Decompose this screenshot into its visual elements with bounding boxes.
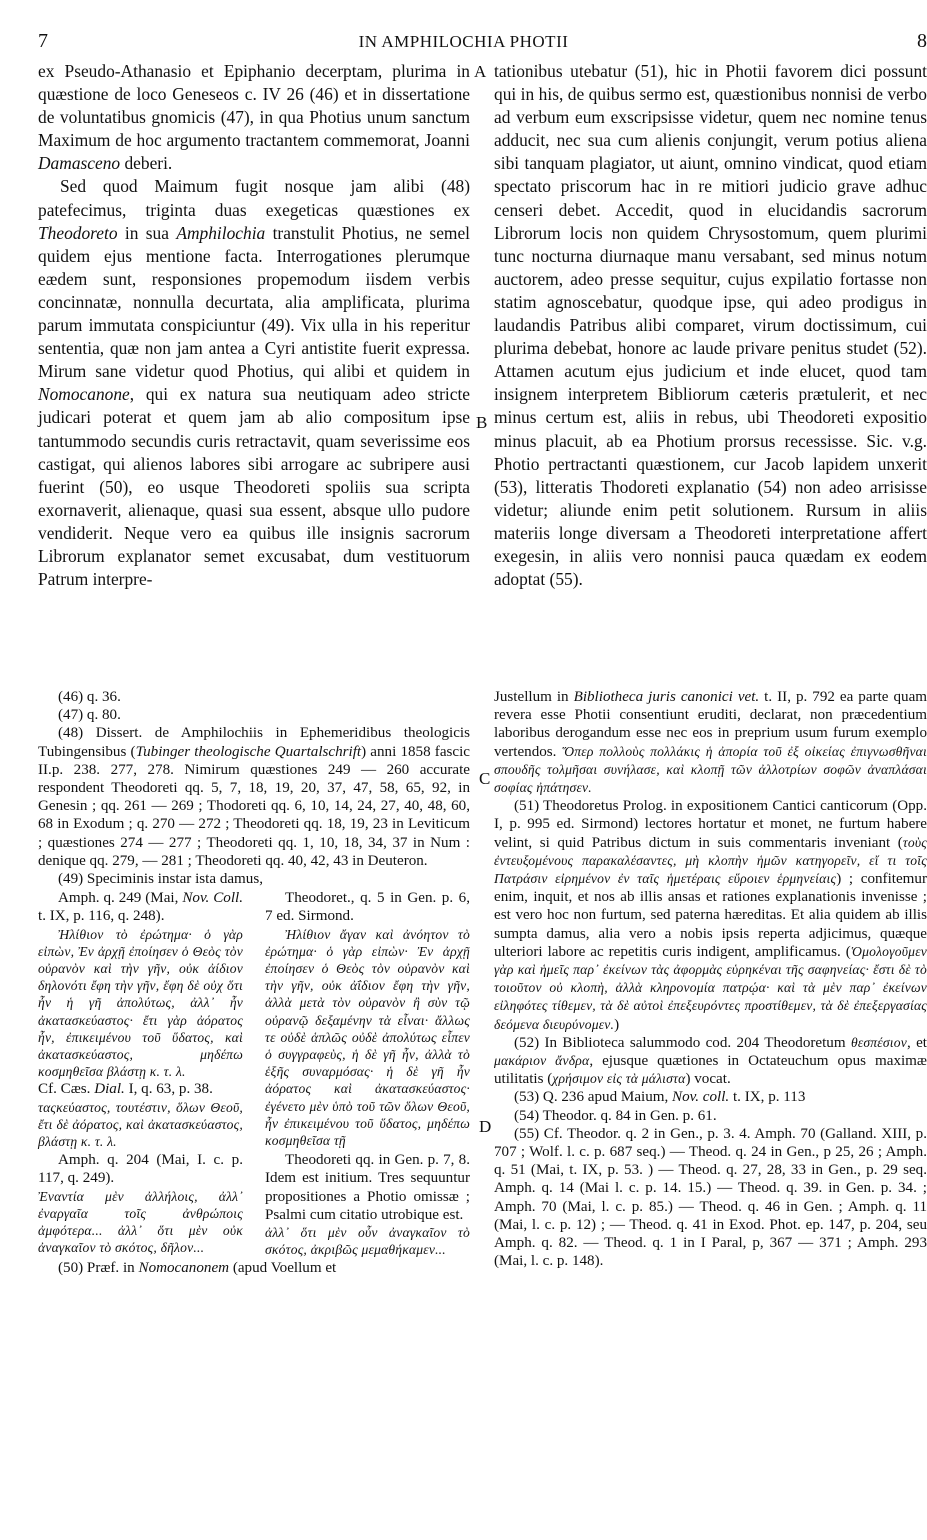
left-paragraph-2: Sed quod Maimum fugit nosque jam alibi (48) patefecimus, triginta duas exegeticas quæstiones ex Theodoreto in sua Amphilochia transtulit Photius, ne semel quidem ejus mentione facta. Interrogationes plerumque eædem sunt, responsiones propemodum iisdem verbis concinnatæ, nonnulla decurtata, alia amplificata, plurima parum immutata conspiciuntur (49). Vix ulla in his reperitur sententia, quæ non jam antea a Cyri antistite fuerit expressa. Mirum sane videtur quod Photius, qui alibi et quidem in Nomocanone, qui ex natura sua neutiquam adeo stricte judicari poterat et quem jam ab alio compositum ipse tantummodo secundis curis retractavit, quam severissime eos castigat, qui alienos labores sibi arrogare ac subripere ausi fuerint (50), eo usque Theodoreti spoliis sua scripta exornaverit, alienaque, quasi sua essent, absque ullo pudore vendiderit. Neque vero ea quibus ille insignis sacrorum Librorum explanator semet excusabat, dum vestituorum Patrum interpre-	[38, 176, 470, 590]
left-paragraph-1: ex Pseudo-Athanasio et Epiphanio decerptam, plurima in quæstione de loco Geneseos c. IV 26 (46) et in dissertatione de voluntatibus gnomicis (47), in qua Photius unum sanctum Maximum de hoc argumento tractantem commemorat, Joanni Damasceno deberi.	[38, 61, 470, 174]
footnotes-left	[38, 688, 470, 1277]
footnote-52: (52) In Biblioteca salummodo cod. 204 Theodoretum θεσπέσιον, et μακάριον ἄνδρα, ejusque quætiones in Octateuchum opus maximæ utilitatis (χρήσιμον εἰς τὰ μάλιστα) vocat.	[494, 1034, 927, 1088]
page-header	[0, 30, 927, 56]
comparison-block-2	[38, 1151, 470, 1258]
comparison-1-theodoret: Theodoret., q. 5 in Gen. p. 6, 7 ed. Sirmond. Ἠλίθιον ἄγαν καὶ ἀνόητον τὸ ἐρώτημα· ὁ γὰρ εἰπὼν· Ἐν ἀρχῇ ἐποίησεν ὁ Θεὸς τὸν οὐρανὸν καὶ τὴν γῆν, οὐκ ἀΐδιον ἔφη τὴν γῆν, ἀλλὰ μετὰ τὸν οὐρανὸν ἢ σὺν τῷ οὐρανῷ δεξαμένην τὰ εἶναι· ἄλλως τε οὐδὲ ἁπλῶς οὐδὲ ἀπολύτως εἶπεν ὁ συγγραφεὺς, ἡ δὲ γῆ ἦν, ἀλλὰ τὸ ἑξῆς συναρμόσας· ἡ δὲ γῆ ἦν ἀόρατος καὶ ἀκατασκεύαστος· ἐγένετο μὲν ὑπὸ τοῦ τῶν ὅλων Θεοῦ, ἦν ἐπικειμένου τοῦ ὕδατος, μηδέπω κοσμηθεῖσα τῇ	[265, 890, 470, 1149]
footnote-51: (51) Theodoretus Prolog. in expositionem Cantici canticorum (Opp. I, p. 995 ed. Sirmond) lectores hortatur et monet, ne furtum habere velint, si quid Patribus dictum in suis commentaris inveniant (τοὺς ἐντευξομένους παρακαλέσαντες, μὴ κλοπὴν ἡμῶν κατηγορεῖν, εἴ τι τοῖς Πατράσιν εἰρημένον ἐν ταῖς ἡμετέραις εὕροιεν ἑρμηνείαις) ; confitemur enim, inquit, et nos ab illis ansas et rationes explanationis invenisse ; est vero hoc non furtum, sed paterna hæreditas. Et alia quidem ab illis sumpta damus, alia vero a nobis ipsis reperta adjicimus, quæque ulteriori labore ac repetitis curis indigent, amplificamus. (Ὁμολογοῦμεν γὰρ καὶ ἡμεῖς παρ᾽ ἐκείνων τὰς ἀφορμὰς εὑρηκέναι τῆς σαφηνείας· ἔστι δὲ τὸ τοιοῦτον οὐ κλοπὴ, ἀλλὰ κληρονομία πατρῴα· καὶ τὰ μὲν παρ᾽ ἐκείνων εἰληφότες τίθεμεν, τὰ δὲ αὐτοὶ ἐπεξευρόντες προστίθεμεν, τὰ δὲ ἐπεξεργασίας δεόμενα διευρύνομεν.)	[494, 798, 927, 1033]
greek-quote: Ἐναντία μὲν ἀλλήλοις, ἀλλ᾽ ἐναργαῖα τοῖς ἀνθρώποις ἀμφότερα... ἀλλ᾽ ὅτι μὲν οὐκ ἀναγκαῖον τὸ σκότος, δῆλον...	[38, 1188, 243, 1256]
margin-letter-b: B	[476, 413, 488, 432]
footnote-55: (55) Cf. Theodor. q. 2 in Gen., p. 3. 4. Amph. 70 (Galland. XIII, p. 707 ; Wolf. l. c. p. 687 seq.) — Theod. q. 24 in Gen., p 25, 26 ; Amph. q. 51 (Mai, t. IX, p. 53. ) — Theod. q. 27, 28, 33 in Gen., p. 29 seq. Amph. q. 14 (Mai l. c. p. 14. 15.) — Theod. q. 39. in Gen. p. 34. ; Amph. 70 (Mai, l. c. p. 85.) — Theod. q. 46 in Gen. ; Amph. q. 11 (Mai, l. c. p. 12) ; — Theod. q. 41 in Exod. Phot. ep. 147, p. 204, seu Amph. q. 82. — Theod. q. 1 in I Paral, p, 367 — 371 ; Amph. 293 (Mai, l. c. p. 148).	[494, 1125, 927, 1270]
comparison-1-amphilochia: Amph. q. 249 (Mai, Nov. Coll. t. IX, p. 116, q. 248). Ἠλίθιον τὸ ἐρώτημα· ὁ γὰρ εἰπὼν, Ἐν ἀρχῇ ἐποίησεν ὁ Θεὸς τὸν οὐρανὸν καὶ τὴν γῆν, οὐκ ἀίδιον δηλονότι ἔφη τὴν γῆν, ἔφη δὲ οὐχ ὅτι ἦν ἡ γῆ ἀπολύτως, ἀλλ᾽ ἦν ἀκατασκεύαστος· ἔτι γὰρ ἀόρατος ἦν, ἐπικειμένου τοῦ ὕδατος, καὶ ἀκατασκεύαστος, μηδέπω κοσμηθεῖσα βλάστῃ κ. τ. λ. Cf. Cæs. Dial. I, q. 63, p. 38. ταςκεύαστος, τουτέστιν, ὅλων Θεοῦ, ἔτι δὲ ἀόρατος, καὶ ἀκατασκεύαστος, βλάστῃ κ. τ. λ.	[38, 890, 244, 1150]
footnote-53: (53) Q. 236 apud Maium, Nov. coll. t. IX, p. 113	[514, 1089, 806, 1106]
page-number-right: 8	[917, 30, 927, 52]
greek-quote: Ἠλίθιον ἄγαν καὶ ἀνόητον τὸ ἐρώτημα· ὁ γὰρ εἰπὼν· Ἐν ἀρχῇ ἐποίησεν ὁ Θεὸς τὸν οὐρανὸν καὶ τὴν γῆν, οὐκ ἀΐδιον ἔφη τὴν γῆν, ἀλλὰ μετὰ τὸν οὐρανὸν ἢ σὺν τῷ οὐρανῷ δεξαμένην τὰ εἶναι· ἄλλως τε οὐδὲ ἁπλῶς οὐδὲ ἀπολύτως εἶπεν ὁ συγγραφεὺς, ἡ δὲ γῆ ἦν, ἀλλὰ τὸ ἑξῆς συναρμόσας· ἡ δὲ γῆ ἦν ἀόρατος καὶ ἀκατασκεύαστος· ἐγένετο μὲν ὑπὸ τοῦ τῶν ὅλων Θεοῦ, ἦν ἐπικειμένου τοῦ ὕδατος, μηδέπω κοσμηθεῖσα τῇ	[265, 926, 470, 1149]
margin-letter-a: A	[474, 62, 487, 81]
footnote-47: (47) q. 80.	[58, 707, 121, 724]
footnotes-right	[494, 688, 927, 1271]
footnote-50: (50) Præf. in Nomocanonem (apud Voellum et	[58, 1259, 337, 1276]
footnote-49: (49) Speciminis instar ista damus,	[58, 871, 263, 888]
comparison-2-amphilochia: Amph. q. 204 (Mai, I. c. p. 117, q. 249). Ἐναντία μὲν ἀλλήλοις, ἀλλ᾽ ἐναργαῖα τοῖς ἀνθρώποις ἀμφότερα... ἀλλ᾽ ὅτι μὲν οὐκ ἀναγκαῖον τὸ σκότος, δῆλον...	[38, 1152, 243, 1256]
left-column-text	[38, 60, 470, 591]
margin-letter-c: C	[479, 769, 491, 788]
footnote-54: (54) Theodor. q. 84 in Gen. p. 61.	[514, 1107, 717, 1124]
greek-quote: ταςκεύαστος, τουτέστιν, ὅλων Θεοῦ, ἔτι δὲ ἀόρατος, καὶ ἀκατασκεύαστος, βλάστῃ κ. τ. λ.	[38, 1099, 243, 1150]
footnote-48: (48) Dissert. de Amphilochiis in Ephemeridibus theologicis Tubingensibus (Tubinger theologische Quartalschrift) anni 1858 fascic II.p. 238. 277, 278. Nimirum quæstiones 249 — 260 accurate respondent Theodoreti qq. 5, 7, 18, 19, 20, 37, 47, 58, 65, 92, in Genesin ; qq. 261 — 269 ; Thodoreti qq. 6, 10, 14, 24, 27, 40, 48, 60, 68 in Exodum ; q. 270 — 272 ; Theodoreti qq. 18, 19, 23 in Leviticum ; quæstiones 274 — 277 ; Theodoreti qq. 1, 10, 18, 34, 37 in Num : denique qq. 279, — 281 ; Theodoreti qq. 40, 42, 43 in Deuteron.	[38, 725, 471, 869]
margin-letter-d: D	[479, 1117, 492, 1136]
page-number-left: 7	[38, 30, 48, 52]
right-paragraph-1: tationibus utebatur (51), hic in Photii favorem dici possunt qui in his, de quibus sermo est, quæstionibus nonnisi de verbo ad verbum eum exscripsisse videtur, quem nec nomine tenus adducit, nec sua cum alienis conjungit, verum potius aliena sibi tanquam plagiator, ut aiunt, omnino vindicat, quod etiam spectato priscorum hac in re mitiori judicio grave adhuc censeri debet. Accedit, quod in elucidandis sacrorum Librorum locis non quidem Chrysostomum, quem plurimi tunc nocturna diurnaque manu versabant, sed minus notum auctorem, adeo presse sequitur, cujus expilatio fortasse non statim agnoscebatur, quodque ipse, qui adeo prodigus in laudandis Patribus alibi comparet, virum doctissimum, cui plurima debebat, honore ac laude privare penitus studet (52). Attamen acutum ejus judicium et inde elucet, quod tam insignem interpretem Bibliorum cæteris prætulerit, et nec minus certum est, aliis in rebus, ubi Theodoreti expositio minus placuit, ab ea Photium prorsus recessisse. Sic. v.g. Photio pertractanti quæstionem, cur Jacob lapidem unxerit (53), litteratis Thodoreti explanatio (54) non adeo arrisisse videtur; aliunde enim petit solutionem. Rursum in aliis materiis longe diversam a Theodoreti interpretatione affert exegesin, in aliis vero nonnisi pauca quædam ex eodem adoptat (55).	[494, 61, 927, 590]
greek-quote: ἀλλ᾽ ὅτι μὲν οὖν ἀναγκαῖον τὸ σκότος, ἀκριβῶς μεμαθήκαμεν...	[265, 1225, 470, 1258]
right-column-text	[494, 60, 927, 591]
footnote-46: (46) q. 36.	[58, 689, 121, 705]
greek-quote: Ἠλίθιον τὸ ἐρώτημα· ὁ γὰρ εἰπὼν, Ἐν ἀρχῇ ἐποίησεν ὁ Θεὸς τὸν οὐρανὸν καὶ τὴν γῆν, οὐκ ἀίδιον δηλονότι ἔφη τὴν γῆν, ἔφη δὲ οὐχ ὅτι ἦν ἡ γῆ ἀπολύτως, ἀλλ᾽ ἦν ἀκατασκεύαστος· ἔτι γὰρ ἀόρατος ἦν, ἐπικειμένου τοῦ ὕδατος, καὶ ἀκατασκεύαστος, μηδέπω κοσμηθεῖσα βλάστῃ κ. τ. λ.	[38, 926, 243, 1080]
footnote-50-continued: Justellum in Bibliotheca juris canonici vet. t. II, p. 792 ea parte quam revera esse Photii consentiunt eruditi, declarat, non præcedentium laboribus derogandum esse nec eos in preprium usum furum exemplo vertendos. Ὅπερ πολλοὺς πολλάκις ἡ ἀπορία τοῦ ἐξ οἰκείας ἐπιγνωσθῆναι σπουδῆς τολμῆσαι συνήλασε, καὶ κλοπῇ τῶν ἀλλοτρίων σοφῶν ἀναπλάσαι σοφίας ἠπάτησεν.	[494, 689, 927, 796]
comparison-2-theodoret: Theodoreti qq. in Gen. p. 7, 8. Idem est initium. Tres sequuntur propositiones a Photio omissæ ; Psalmi cum citatio utrobique est. ἀλλ᾽ ὅτι μὲν οὖν ἀναγκαῖον τὸ σκότος, ἀκριβῶς μεμαθήκαμεν...	[265, 1152, 470, 1258]
running-title: IN AMPHILOCHIA PHOTII	[358, 32, 569, 51]
comparison-block-1	[38, 889, 470, 1150]
